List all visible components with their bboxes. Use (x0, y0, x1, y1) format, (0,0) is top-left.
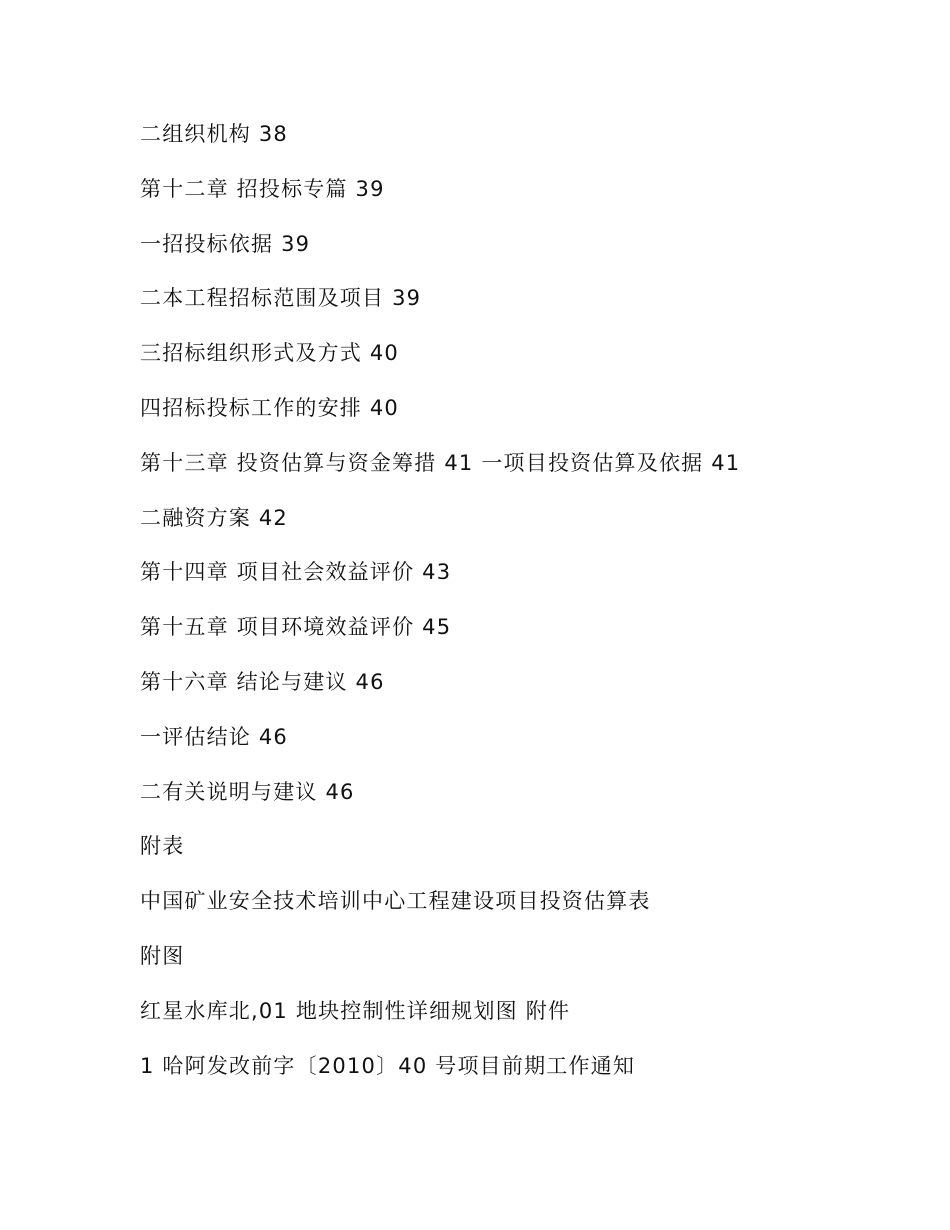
toc-line: 一评估结论 46 (140, 724, 288, 749)
toc-line: 附表 (140, 834, 185, 859)
toc-line: 二本工程招标范围及项目 39 (140, 286, 422, 311)
toc-line: 第十四章 项目社会效益评价 43 (140, 560, 452, 585)
toc-line: 一招投标依据 39 (140, 231, 311, 256)
toc-line: 附图 (140, 943, 185, 968)
toc-line: 四招标投标工作的安排 40 (140, 395, 399, 420)
toc-line: 第十五章 项目环境效益评价 45 (140, 615, 452, 640)
toc-line: 红星水库北,01 地块控制性详细规划图 附件 (140, 998, 571, 1023)
toc-line: 第十六章 结论与建议 46 (140, 669, 385, 694)
toc-line: 第十三章 投资估算与资金筹措 41 一项目投资估算及依据 41 (140, 450, 741, 475)
toc-line: 三招标组织形式及方式 40 (140, 341, 399, 366)
toc-line: 二组织机构 38 (140, 122, 288, 146)
toc-line: 二融资方案 42 (140, 505, 288, 530)
toc-line: 1 哈阿发改前字〔2010〕40 号项目前期工作通知 (140, 1053, 636, 1078)
toc-line: 第十二章 招投标专篇 39 (140, 176, 385, 201)
table-of-contents (140, 116, 920, 1102)
toc-line: 中国矿业安全技术培训中心工程建设项目投资估算表 (140, 889, 651, 914)
toc-line: 二有关说明与建议 46 (140, 779, 355, 804)
